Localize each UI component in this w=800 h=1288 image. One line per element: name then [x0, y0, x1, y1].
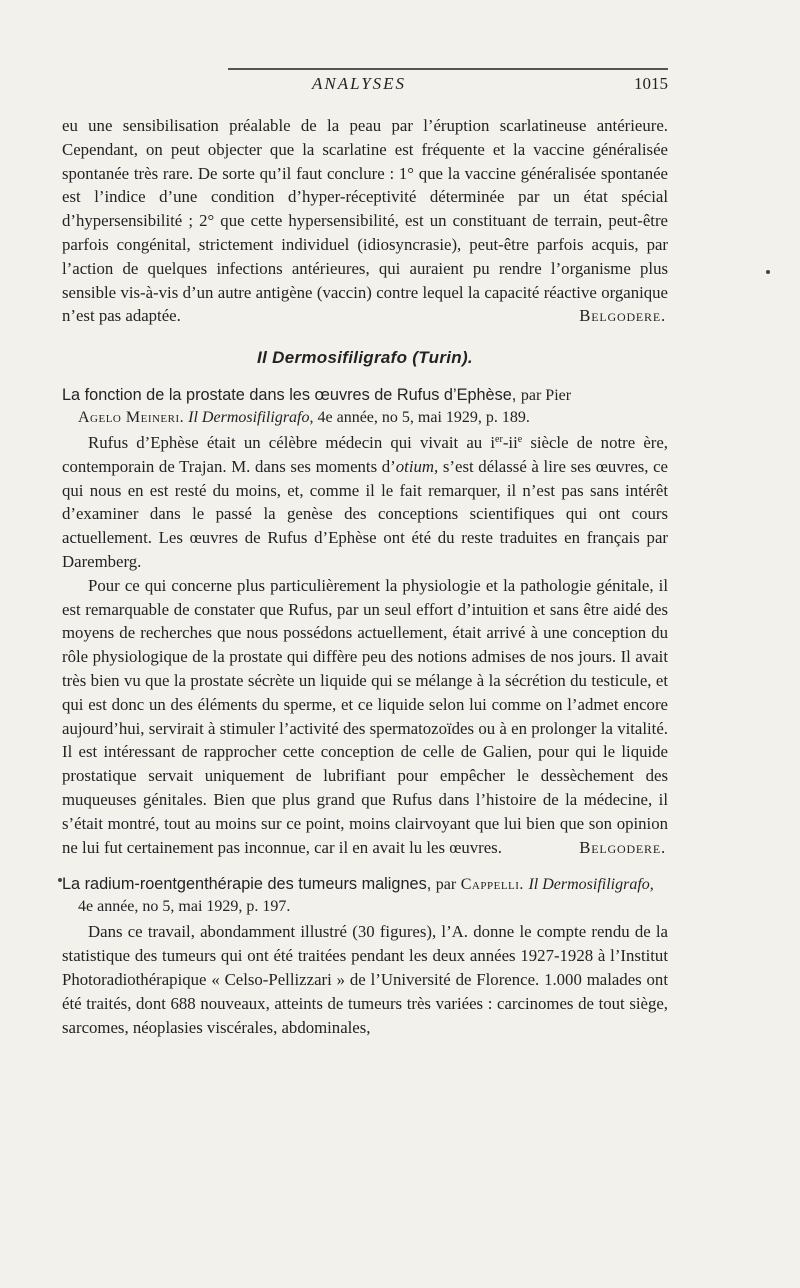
page-number: 1015 — [634, 74, 668, 93]
page-body — [62, 114, 668, 1039]
article-title: La fonction de la prostate dans les œuvres de Rufus d’Ephèse, par Pier — [62, 385, 572, 404]
margin-speck — [766, 270, 770, 274]
article-by: par — [435, 876, 457, 894]
article-citation — [62, 896, 668, 918]
article-citation — [62, 407, 668, 429]
citation-details: 4e année, no 5, mai 1929, p. 189. — [317, 408, 530, 426]
header-rule — [228, 68, 668, 70]
running-title: ANALYSES — [312, 74, 407, 93]
citation-journal: Il Dermosifiligrafo, — [188, 408, 314, 426]
citation-details: 4e année, no 5, mai 1929, p. 197. — [78, 898, 291, 916]
author-signature: Belgodere. — [579, 837, 666, 857]
body-paragraph: Pour ce qui concerne plus particulièrement la physiologie et la pathologie génitale, il est remarquable de constater que Rufus, par un seul effort d’intuition et sans être aidé des moyens de recherches que nous possédons actuellement, était arrivé à une conception du rôle physiologique de la prostate qui diffère peu des notions admises de nos jours. Il avait très bien vu que la prostate sécrète un liquide qui se mélange à la sécrétion du testicule, et qui est donc un des éléments du sperme, et ce liquide selon lui comme on l’admet encore aujourd’hui, servirait à stimuler l’activité des spermatozoïdes ou à en prolonger la vitalité. Il est intéressant de rapprocher cette conception de celle de Galien, pour qui le liquide prostatique servait uniquement de lubrifiant pour empêcher le dessèchement des muqueuses génitales. Bien que plus grand que Rufus dans l’histoire de la médecine, il s’était montré, tout au moins sur ce point, moins clairvoyant que lui bien que son opinion ne lui fut certainement pas inconnue, car il en avait lu les œuvres. Belgodere. — [62, 574, 668, 860]
citation-author: Agelo Meineri. — [78, 408, 185, 426]
journal-heading: Il Dermosifiligrafo (Turin). — [257, 348, 473, 368]
body-paragraph: Rufus d’Ephèse était un célèbre médecin qui vivait au $i^{er}-ii^e$ siècle de notre ère, contemporain de Trajan. M. dans ses moments d’otium, s’est délassé à lire ses œuvres, ce qui nous en est resté du moins, et, comme il le fait remarquer, il n’est pas sans intérêt d’examiner dans le passé la genèse des conceptions scientifiques qui ont cours actuellement. Les œuvres de Rufus d’Ephèse ont été du reste traduites en français par Daremberg. — [62, 432, 668, 571]
citation-journal: Il Dermosifiligrafo, — [528, 876, 654, 894]
section-continuation — [62, 114, 668, 328]
article-title: La radium-roentgenthérapie des tumeurs malignes, par Cappelli. Il Dermosifiligrafo, — [62, 875, 654, 894]
article-prostate — [62, 384, 668, 859]
article-by: par Pier — [520, 386, 572, 404]
citation-author: Cappelli. — [460, 876, 524, 894]
article-radium — [62, 873, 668, 1039]
body-paragraph: eu une sensibilisation préalable de la peau par l’éruption scarlatineuse antérieure. Cependant, on peut objecter que la scarlatine est fréquente et la vaccine généralisée spontanée très rare. De sorte qu’il faut conclure : 1° que la vaccine généralisée spontanée est l’indice d’une condition d’hyper-réceptivité déterminée par un état spécial d’hypersensibilité ; 2° que cette hypersensibilité, est un constituant de terrain, peut-être parfois congénital, strictement individuel (idiosyncrasie), peut-être parfois acquis, par l’action de quelques infections antérieures, qui auraient pu rendre l’organisme plus sensible vis-à-vis d’un autre antigène (vaccin) contre lequel la capacité réactive organique n’est pas adaptée. Belgodere. — [62, 114, 668, 328]
body-paragraph: Dans ce travail, abondamment illustré (30 figures), l’A. donne le compte rendu de la statistique des tumeurs qui ont été traitées pendant les deux années 1927-1928 à l’Institut Photoradiothérapique « Celso-Pellizzari » de l’Université de Florence. 1.000 malades ont été traités, dont 688 nouveaux, atteints de tumeurs très variées : carcinomes de tout siège, sarcomes, néoplasies viscérales, abdominales, — [62, 922, 668, 1037]
author-signature: Belgodere. — [579, 306, 666, 326]
